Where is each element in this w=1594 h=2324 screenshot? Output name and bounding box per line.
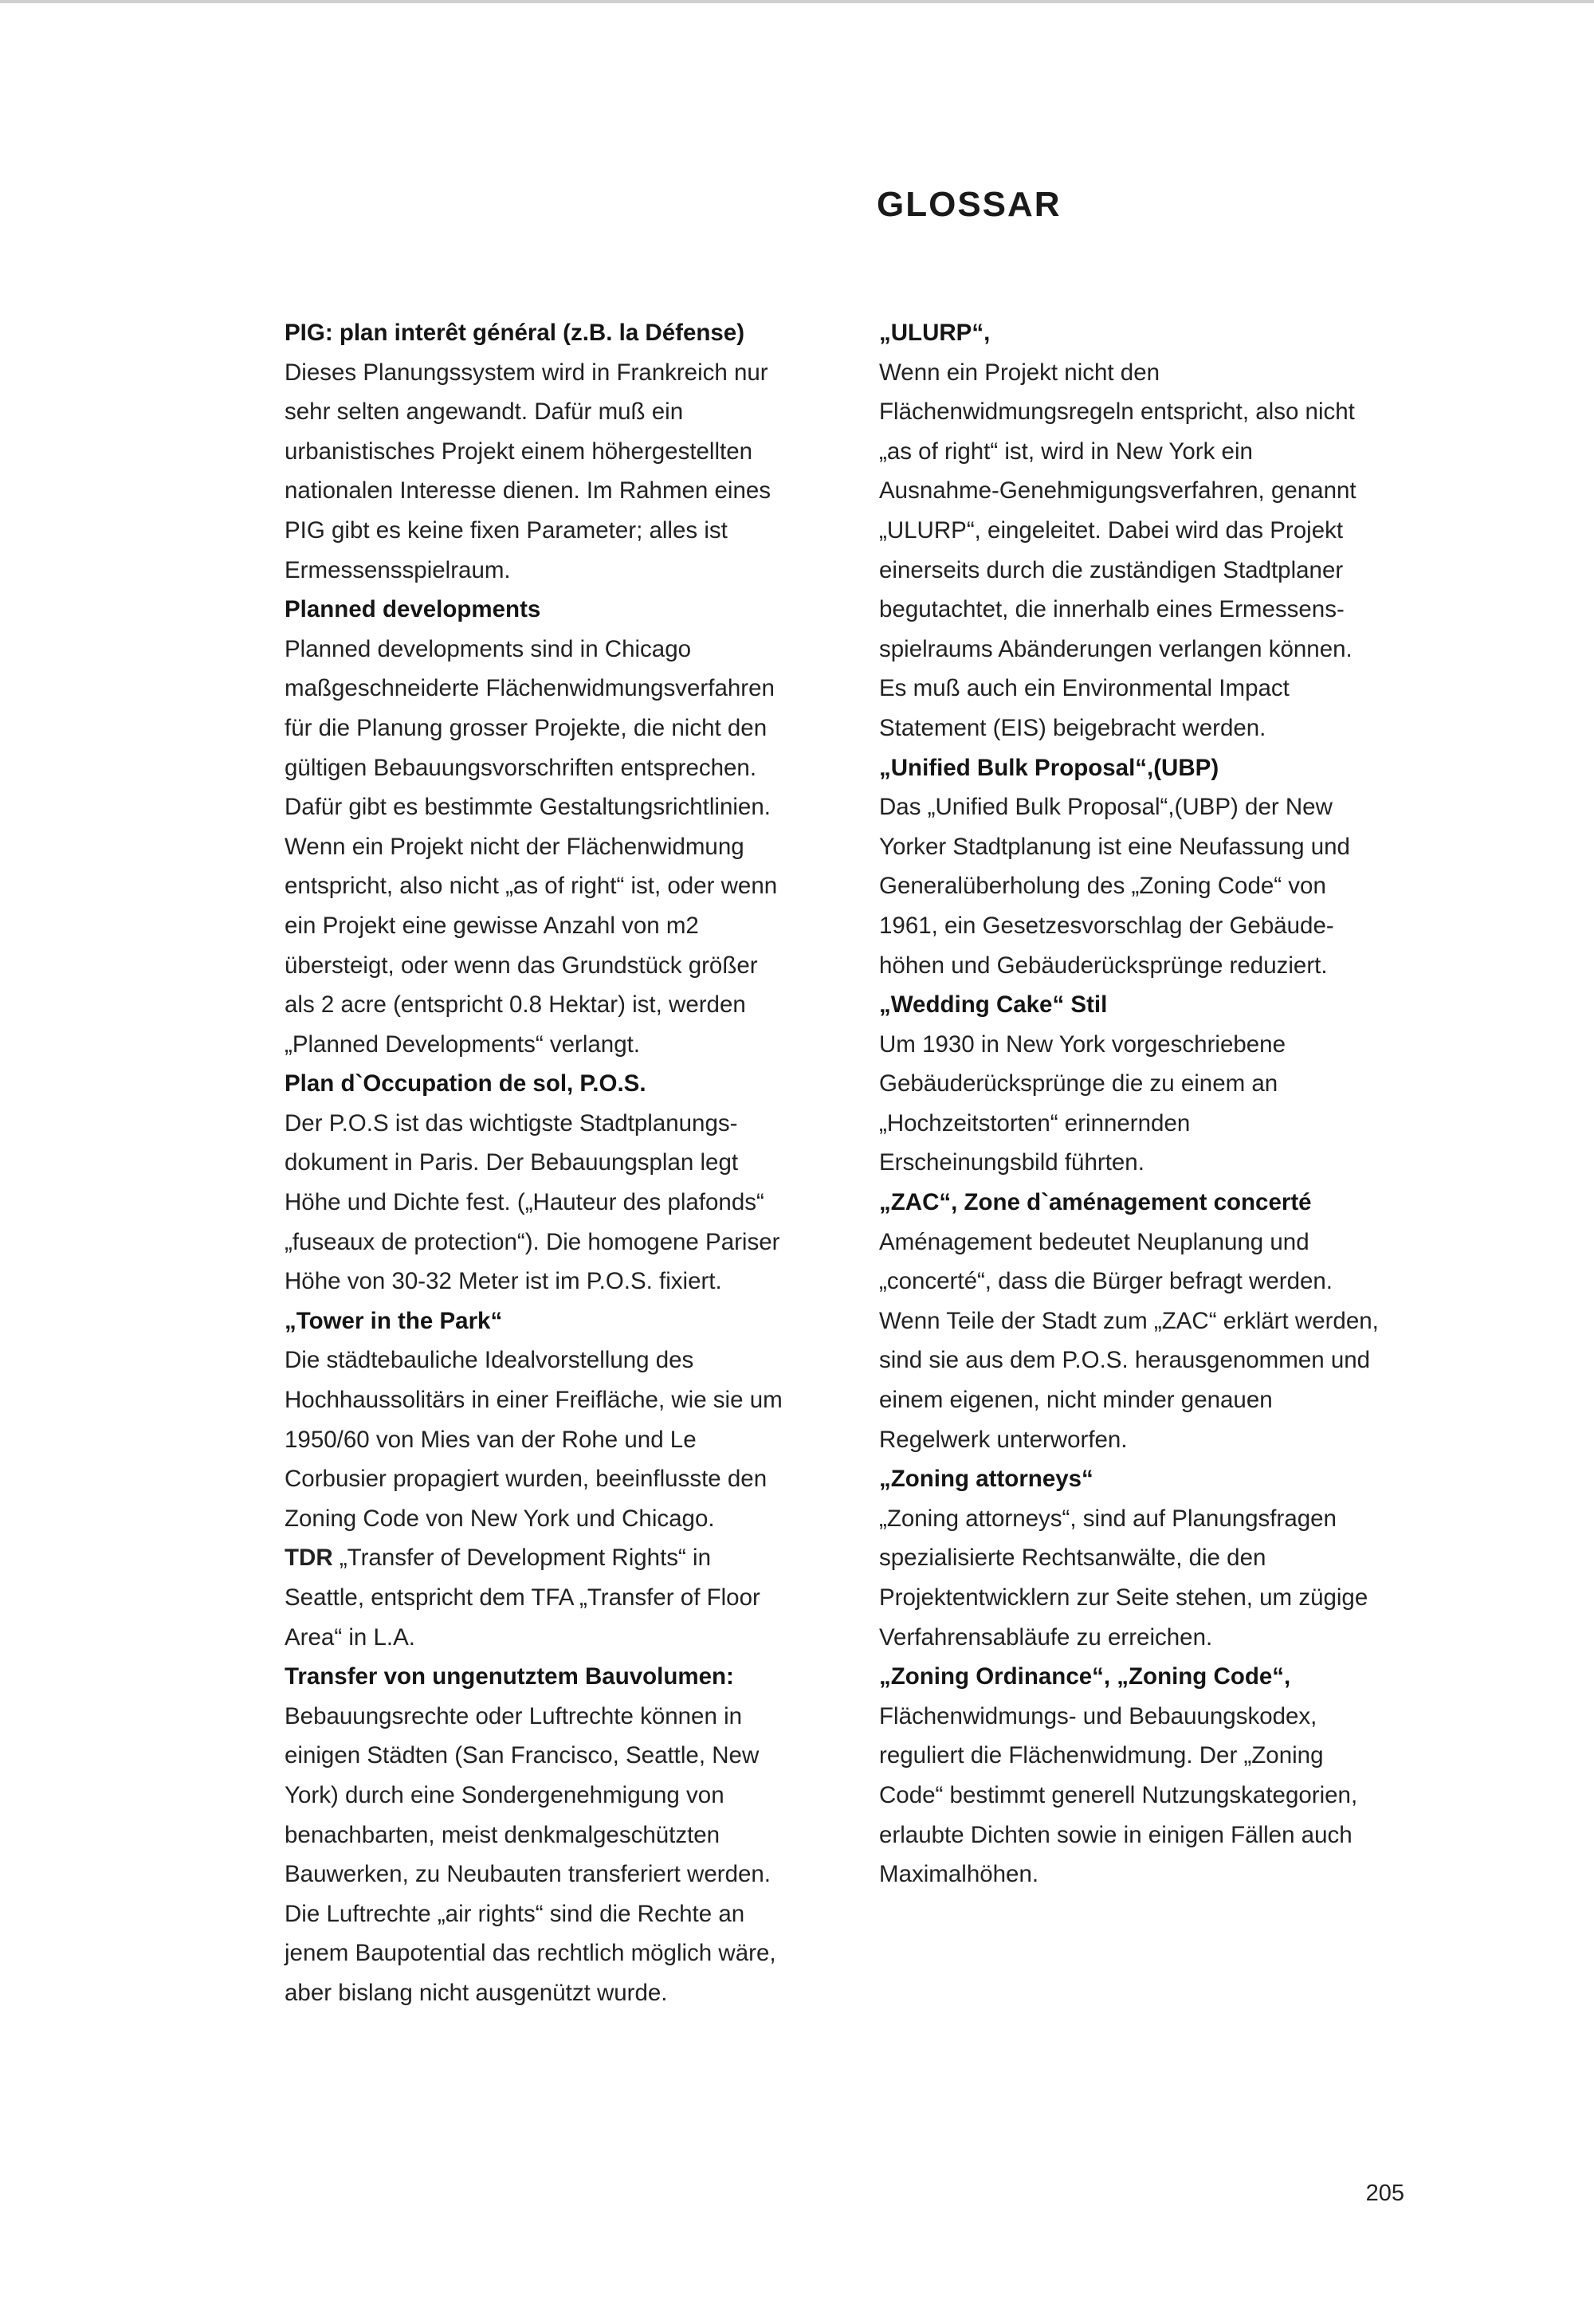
entry-definition: [285, 1697, 850, 2013]
glossary-entry-zac: [879, 1183, 1429, 1459]
definition-line: urbanistisches Projekt einem höhergestellten: [285, 438, 753, 465]
definition-line: begutachtet, die innerhalb eines Ermessens-: [879, 596, 1345, 623]
definition-line: Zoning Code von New York und Chicago.: [285, 1505, 715, 1532]
definition-line: Ausnahme-Genehmigungsverfahren, genannt: [879, 477, 1356, 504]
entry-definition: [285, 1104, 850, 1301]
definition-line: Bauwerken, zu Neubauten transferiert werden.: [285, 1861, 771, 1888]
entry-definition: [879, 1499, 1429, 1657]
entry-term: „Tower in the Park“: [285, 1307, 503, 1334]
definition-line: „Zoning attorneys“, sind auf Planungsfragen: [879, 1505, 1337, 1532]
entry-definition: [879, 1223, 1429, 1460]
definition-line: spezialisierte Rechtsanwälte, die den: [879, 1545, 1266, 1572]
definition-line: Code“ bestimmt generell Nutzungskategorien,: [879, 1781, 1358, 1808]
definition-line: Planned developments sind in Chicago: [285, 635, 692, 662]
entry-term: „ZAC“, Zone d`aménagement concerté: [879, 1189, 1312, 1216]
glossary-entry-pos: [285, 1064, 850, 1301]
definition-line: Flächenwidmungs- und Bebauungskodex,: [879, 1702, 1317, 1729]
definition-line: „concerté“, dass die Bürger befragt werden.: [879, 1268, 1333, 1295]
glossary-entry-ulurp: [879, 313, 1429, 748]
entry-definition: [879, 787, 1429, 985]
glossary-entry-planned-developments: [285, 590, 850, 1064]
entry-term: Planned developments: [285, 596, 541, 623]
definition-line: ein Projekt eine gewisse Anzahl von m2: [285, 912, 699, 939]
definition-line: jenem Baupotential das rechtlich möglich wäre,: [285, 1940, 776, 1967]
definition-line: Höhe von 30-32 Meter ist im P.O.S. fixiert.: [285, 1268, 722, 1295]
definition-line: „fuseaux de protection“). Die homogene Pariser: [285, 1228, 780, 1255]
definition-line: Hochhaussolitärs in einer Freifläche, wie sie um: [285, 1387, 783, 1414]
definition-line: Aménagement bedeutet Neuplanung und: [879, 1228, 1309, 1255]
glossary-entry-wedding-cake: [879, 985, 1429, 1183]
definition-line: als 2 acre (entspricht 0.8 Hektar) ist, werden: [285, 991, 746, 1019]
definition-line: einem eigenen, nicht minder genauen: [879, 1387, 1273, 1414]
definition-line: benachbarten, meist denkmalgeschützten: [285, 1821, 720, 1848]
definition-line: erlaubte Dichten sowie in einigen Fällen auch: [879, 1821, 1353, 1848]
definition-line: entspricht, also nicht „as of right“ ist, oder wenn: [285, 873, 778, 900]
definition-line: sehr selten angewandt. Dafür muß ein: [285, 398, 684, 426]
definition-line: sind sie aus dem P.O.S. herausgenommen und: [879, 1347, 1371, 1374]
definition-line: Statement (EIS) beigebracht werden.: [879, 714, 1266, 741]
definition-line: Maximalhöhen.: [879, 1861, 1039, 1888]
definition-line: gültigen Bebauungsvorschriften entsprechen.: [285, 754, 757, 781]
glossary-column-right: [879, 313, 1429, 1894]
definition-line: Seattle, entspricht dem TFA „Transfer of Floor: [285, 1584, 760, 1611]
definition-line: reguliert die Flächenwidmung. Der „Zoning: [879, 1742, 1324, 1769]
definition-line: aber bislang nicht ausgenützt wurde.: [285, 1979, 668, 2006]
top-rule: [0, 0, 1594, 3]
definition-line: Es muß auch ein Environmental Impact: [879, 675, 1290, 702]
definition-line: Gebäuderücksprünge die zu einem an: [879, 1070, 1278, 1097]
definition-line: Wenn ein Projekt nicht der Flächenwidmung: [285, 833, 744, 860]
page-title: GLOSSAR: [877, 185, 1062, 224]
definition-line: dokument in Paris. Der Bebauungsplan legt: [285, 1149, 739, 1176]
definition-line: Flächenwidmungsregeln entspricht, also nicht: [879, 398, 1355, 426]
entry-definition: [285, 1341, 850, 1538]
entry-term: „Zoning Ordinance“, „Zoning Code“,: [879, 1663, 1291, 1690]
definition-line: Um 1930 in New York vorgeschriebene: [879, 1030, 1286, 1058]
glossary-entry-tower-in-the-park: [285, 1301, 850, 1539]
definition-line: Area“ in L.A.: [285, 1623, 415, 1651]
definition-line-with-term: [285, 1538, 850, 1578]
glossary-entry-tdr: [285, 1538, 850, 1657]
definition-line: „Transfer of Development Rights“ in: [332, 1545, 712, 1572]
definition-line: Erscheinungsbild führten.: [879, 1149, 1144, 1176]
definition-line: Dafür gibt es bestimmte Gestaltungsrichtlinien.: [285, 794, 771, 821]
definition-line: einigen Städten (San Francisco, Seattle, New: [285, 1742, 760, 1769]
definition-line: Projektentwicklern zur Seite stehen, um zügige: [879, 1584, 1368, 1611]
entry-definition: [879, 1025, 1429, 1183]
entry-definition: [879, 353, 1429, 748]
entry-definition: [285, 1538, 850, 1657]
page-number: 205: [1365, 2181, 1404, 2206]
definition-line: „as of right“ ist, wird in New York ein: [879, 438, 1253, 465]
glossary-column-left: [285, 313, 850, 2013]
definition-line: Die Luftrechte „air rights“ sind die Rechte an: [285, 1900, 745, 1927]
definition-line: Generalüberholung des „Zoning Code“ von: [879, 873, 1326, 900]
definition-line: Der P.O.S ist das wichtigste Stadtplanungs-: [285, 1109, 738, 1136]
definition-line: Bebauungsrechte oder Luftrechte können in: [285, 1702, 743, 1729]
entry-term: Transfer von ungenutztem Bauvolumen:: [285, 1663, 734, 1690]
definition-line: Verfahrensabläufe zu erreichen.: [879, 1623, 1213, 1651]
definition-line: Wenn ein Projekt nicht den: [879, 359, 1160, 386]
definition-line: Regelwerk unterworfen.: [879, 1426, 1128, 1453]
definition-line: maßgeschneiderte Flächenwidmungsverfahren: [285, 675, 775, 702]
glossary-entry-pig: [285, 313, 850, 590]
entry-definition: [285, 353, 850, 591]
entry-definition: [879, 1697, 1429, 1894]
definition-line: 1950/60 von Mies van der Rohe und Le: [285, 1426, 697, 1453]
definition-line: Das „Unified Bulk Proposal“,(UBP) der New: [879, 794, 1333, 821]
definition-line: nationalen Interesse dienen. Im Rahmen eines: [285, 477, 771, 504]
entry-term: Plan d`Occupation de sol, P.O.S.: [285, 1070, 646, 1097]
entry-term: PIG: plan interêt général (z.B. la Défense): [285, 320, 745, 346]
definition-line: für die Planung grosser Projekte, die nicht den: [285, 714, 768, 741]
definition-line: übersteigt, oder wenn das Grundstück größer: [285, 952, 758, 979]
definition-line: „Planned Developments“ verlangt.: [285, 1030, 641, 1058]
glossary-entry-transfer-bauvolumen: [285, 1657, 850, 2012]
definition-line: höhen und Gebäuderücksprünge reduziert.: [879, 952, 1328, 979]
definition-line: 1961, ein Gesetzesvorschlag der Gebäude-: [879, 912, 1334, 939]
entry-term: TDR: [285, 1545, 333, 1572]
glossary-entry-ubp: [879, 748, 1429, 986]
definition-line: einerseits durch die zuständigen Stadtplaner: [879, 556, 1344, 583]
definition-line: Yorker Stadtplanung ist eine Neufassung und: [879, 833, 1350, 860]
definition-line: PIG gibt es keine fixen Parameter; alles ist: [285, 516, 728, 544]
entry-term: „ULURP“,: [879, 320, 991, 346]
definition-line: Höhe und Dichte fest. („Hauteur des plafonds“: [285, 1189, 764, 1216]
definition-line: „Hochzeitstorten“ erinnernden: [879, 1109, 1191, 1136]
glossary-entry-zoning-ordinance: [879, 1657, 1429, 1894]
definition-line: York) durch eine Sondergenehmigung von: [285, 1781, 724, 1808]
definition-line: Die städtebauliche Idealvorstellung des: [285, 1347, 694, 1374]
entry-term: „Unified Bulk Proposal“,(UBP): [879, 754, 1219, 781]
definition-line: Dieses Planungssystem wird in Frankreich nur: [285, 359, 768, 386]
definition-line: „ULURP“, eingeleitet. Dabei wird das Projekt: [879, 516, 1344, 544]
definition-line: Wenn Teile der Stadt zum „ZAC“ erklärt werden,: [879, 1307, 1379, 1334]
entry-definition: [285, 630, 850, 1065]
glossary-entry-zoning-attorneys: [879, 1459, 1429, 1657]
definition-line: Ermessensspielraum.: [285, 556, 511, 583]
entry-term: „Wedding Cake“ Stil: [879, 991, 1108, 1019]
entry-term: „Zoning attorneys“: [879, 1466, 1093, 1493]
definition-line: Corbusier propagiert wurden, beeinflusste den: [285, 1466, 768, 1493]
definition-line: spielraums Abänderungen verlangen können.: [879, 635, 1353, 662]
